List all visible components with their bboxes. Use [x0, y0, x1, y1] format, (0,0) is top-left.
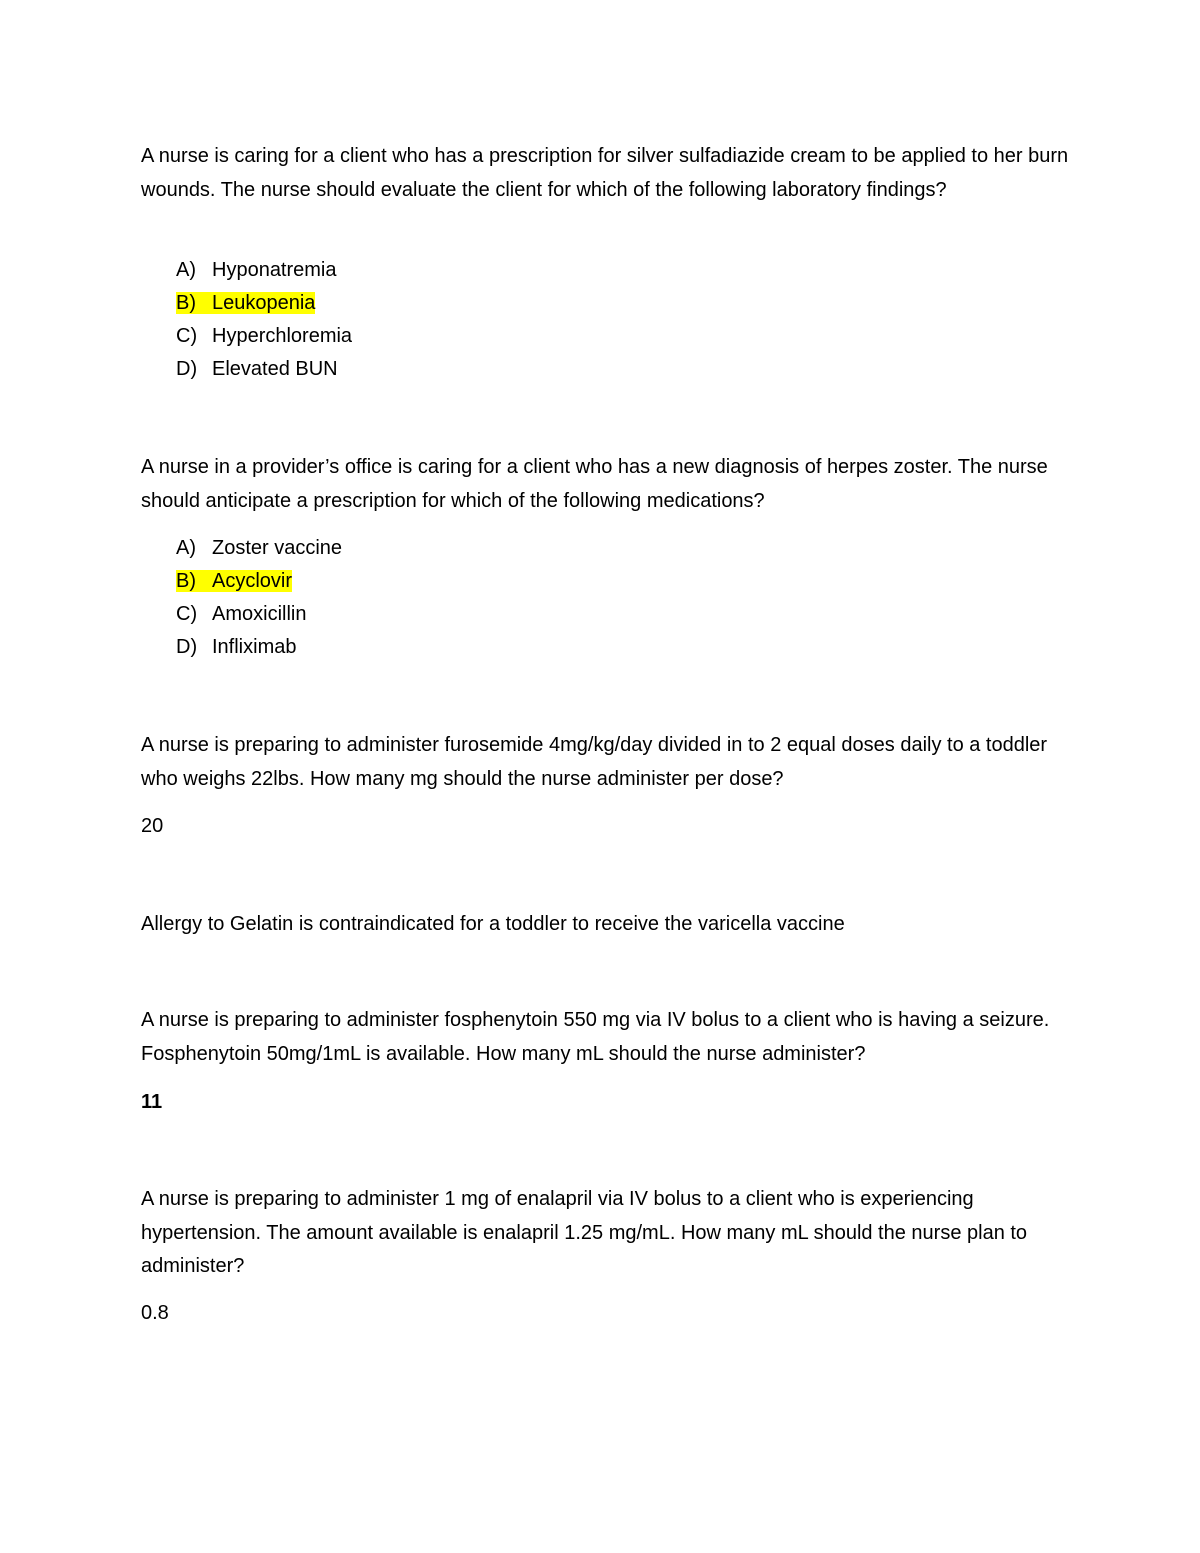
option-letter: B)	[176, 570, 196, 592]
question-5	[141, 1004, 1071, 1071]
option-letter: A)	[176, 537, 196, 559]
option-text: Hyperchloremia	[212, 325, 353, 347]
option-letter: C)	[176, 325, 198, 347]
option-letter: D)	[176, 636, 198, 658]
question-text: A nurse is caring for a client who has a prescription for silver sulfadiazide cream to be applied to her burn wounds. The nurse should evaluate the client for which of the following laboratory findings?	[141, 145, 1069, 201]
option-letter: B)	[176, 292, 196, 314]
option-text: Amoxicillin	[212, 603, 307, 625]
option-text: Hyponatremia	[212, 259, 337, 281]
question-1	[141, 140, 1071, 207]
question-2-options	[176, 532, 776, 664]
option-text: Zoster vaccine	[212, 537, 343, 559]
question-1-options	[176, 254, 776, 386]
option-letter: C)	[176, 603, 198, 625]
statement-4	[141, 908, 1071, 942]
question-text: A nurse is preparing to administer furosemide 4mg/kg/day divided in to 2 equal doses daily to a toddler who weighs 22lbs. How many mg should the nurse administer per dose?	[141, 734, 1048, 790]
option-text: Leukopenia	[212, 292, 316, 314]
option-text: Elevated BUN	[212, 358, 338, 380]
option-d	[176, 353, 776, 386]
option-text: Infliximab	[212, 636, 297, 658]
option-d	[176, 631, 776, 664]
question-text: A nurse is preparing to administer 1 mg of enalapril via IV bolus to a client who is experiencing hypertension. The amount available is enalapril 1.25 mg/mL. How many mL should the nurse plan to administer?	[141, 1188, 1028, 1277]
question-text: A nurse in a provider’s office is caring for a client who has a new diagnosis of herpes zoster. The nurse should anticipate a prescription for which of the following medications?	[141, 456, 1048, 512]
option-a	[176, 532, 776, 565]
option-c	[176, 320, 776, 353]
option-letter: A)	[176, 259, 196, 281]
option-text: Acyclovir	[212, 570, 293, 592]
option-b	[176, 287, 776, 320]
option-a	[176, 254, 776, 287]
option-b	[176, 565, 776, 598]
answer-3: 20	[141, 815, 164, 837]
question-text: A nurse is preparing to administer fosphenytoin 550 mg via IV bolus to a client who is having a seizure. Fosphenytoin 50mg/1mL is available. How many mL should the nurse administer?	[141, 1009, 1050, 1065]
question-3	[141, 729, 1071, 796]
statement-text: Allergy to Gelatin is contraindicated for a toddler to receive the varicella vaccine	[141, 913, 845, 935]
answer-5: 11	[141, 1091, 163, 1113]
option-c	[176, 598, 776, 631]
option-letter: D)	[176, 358, 198, 380]
question-6	[141, 1183, 1071, 1284]
answer-6: 0.8	[141, 1302, 169, 1324]
question-2	[141, 451, 1071, 518]
